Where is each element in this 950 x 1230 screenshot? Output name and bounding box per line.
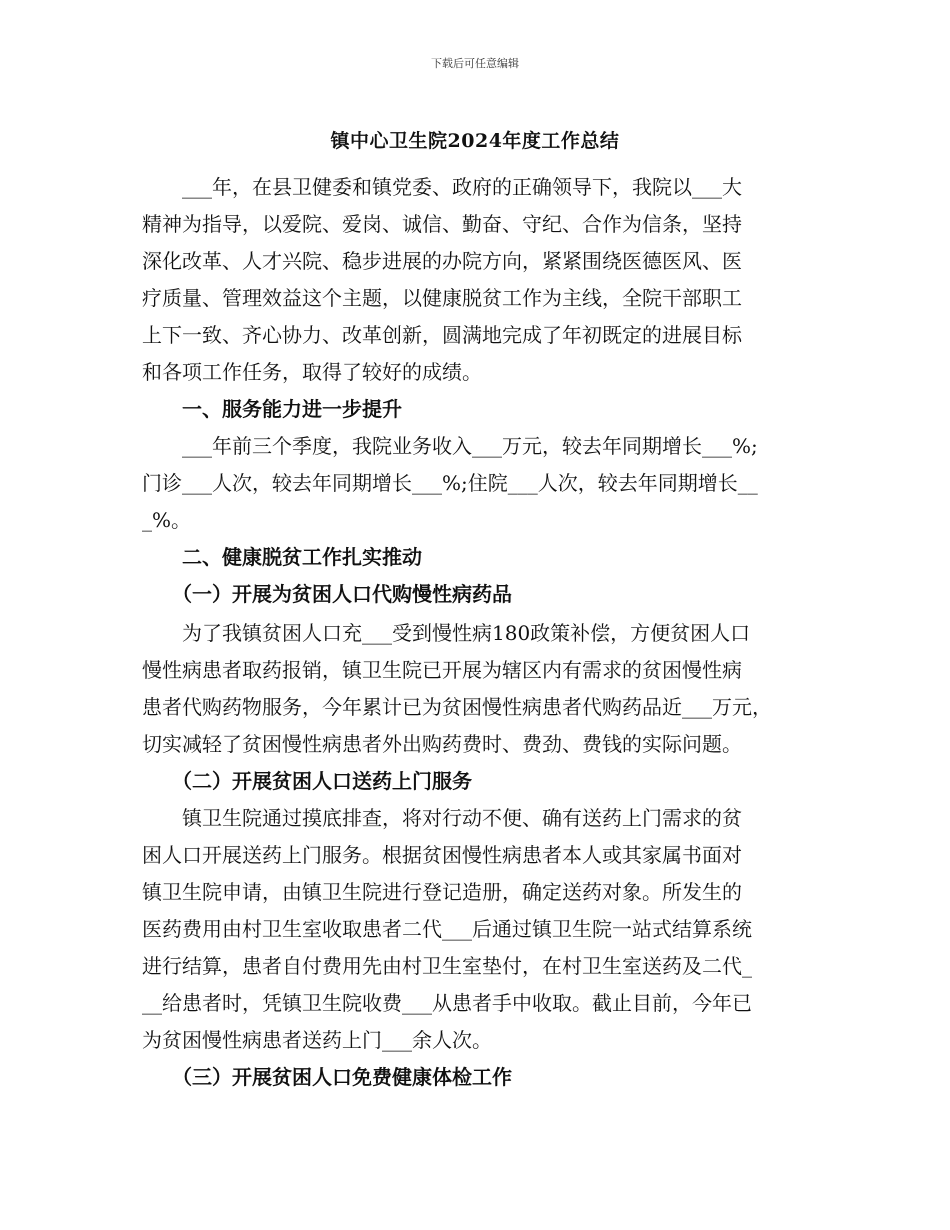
subsection-heading-1: （一）开展为贫困人口代购慢性病药品 [142,582,512,606]
paragraph-delivery-line: 困人口开展送药上门服务。根据贫困慢性病患者本人或其家属书面对 [142,843,742,867]
paragraph-intro-line: 疗质量、管理效益这个主题，以健康脱贫工作为主线，全院干部职工 [142,286,742,310]
paragraph-intro-line: 和各项工作任务，取得了较好的成绩。 [142,360,482,384]
header-note: 下载后可任意编辑 [431,57,519,70]
subsection-heading-3: （三）开展贫困人口免费健康体检工作 [142,1065,512,1089]
paragraph-service-line: ___年前三个季度，我院业务收入___万元，较去年同期增长___%; [142,434,758,458]
section-heading-2: 二、健康脱贫工作扎实推动 [142,545,422,569]
paragraph-delivery-line: __给患者时，凭镇卫生院收费___从患者手中收取。截止目前，今年已 [142,991,752,1015]
paragraph-medicine-line: 切实减轻了贫困慢性病患者外出购药费时、费劲、费钱的实际问题。 [142,732,742,756]
paragraph-intro-line: 上下一致、齐心协力、改革创新，圆满地完成了年初既定的进展目标 [142,323,742,347]
paragraph-delivery-line: 镇卫生院通过摸底排查，将对行动不便、确有送药上门需求的贫 [142,806,742,830]
paragraph-delivery-line: 进行结算，患者自付费用先由村卫生室垫付，在村卫生室送药及二代_ [142,954,752,978]
paragraph-service-line: _%。 [142,508,192,532]
document-title: 镇中心卫生院2024年度工作总结 [330,130,620,152]
paragraph-delivery-line: 医药费用由村卫生室收取患者二代___后通过镇卫生院一站式结算系统 [142,917,752,941]
paragraph-medicine-line: 慢性病患者取药报销，镇卫生院已开展为辖区内有需求的贫困慢性病 [142,658,742,682]
paragraph-delivery-line: 为贫困慢性病患者送药上门___余人次。 [142,1028,492,1052]
paragraph-intro-line: ___年，在县卫健委和镇党委、政府的正确领导下，我院以___大 [142,175,742,199]
paragraph-medicine-line: 为了我镇贫困人口充___受到慢性病180政策补偿，方便贫困人口 [142,621,751,645]
subsection-heading-2: （二）开展贫困人口送药上门服务 [142,769,472,793]
paragraph-medicine-line: 患者代购药物服务，今年累计已为贫困慢性病患者代购药品近___万元， [142,695,772,719]
paragraph-intro-line: 精神为指导，以爱院、爱岗、诚信、勤奋、守纪、合作为信条，坚持 [142,212,742,236]
paragraph-intro-line: 深化改革、人才兴院、稳步进展的办院方向，紧紧围绕医德医风、医 [142,249,742,273]
section-heading-1: 一、服务能力进一步提升 [142,397,402,421]
paragraph-service-line: 门诊___人次，较去年同期增长___%;住院___人次，较去年同期增长__ [142,471,758,495]
paragraph-delivery-line: 镇卫生院申请，由镇卫生院进行登记造册，确定送药对象。所发生的 [142,880,742,904]
